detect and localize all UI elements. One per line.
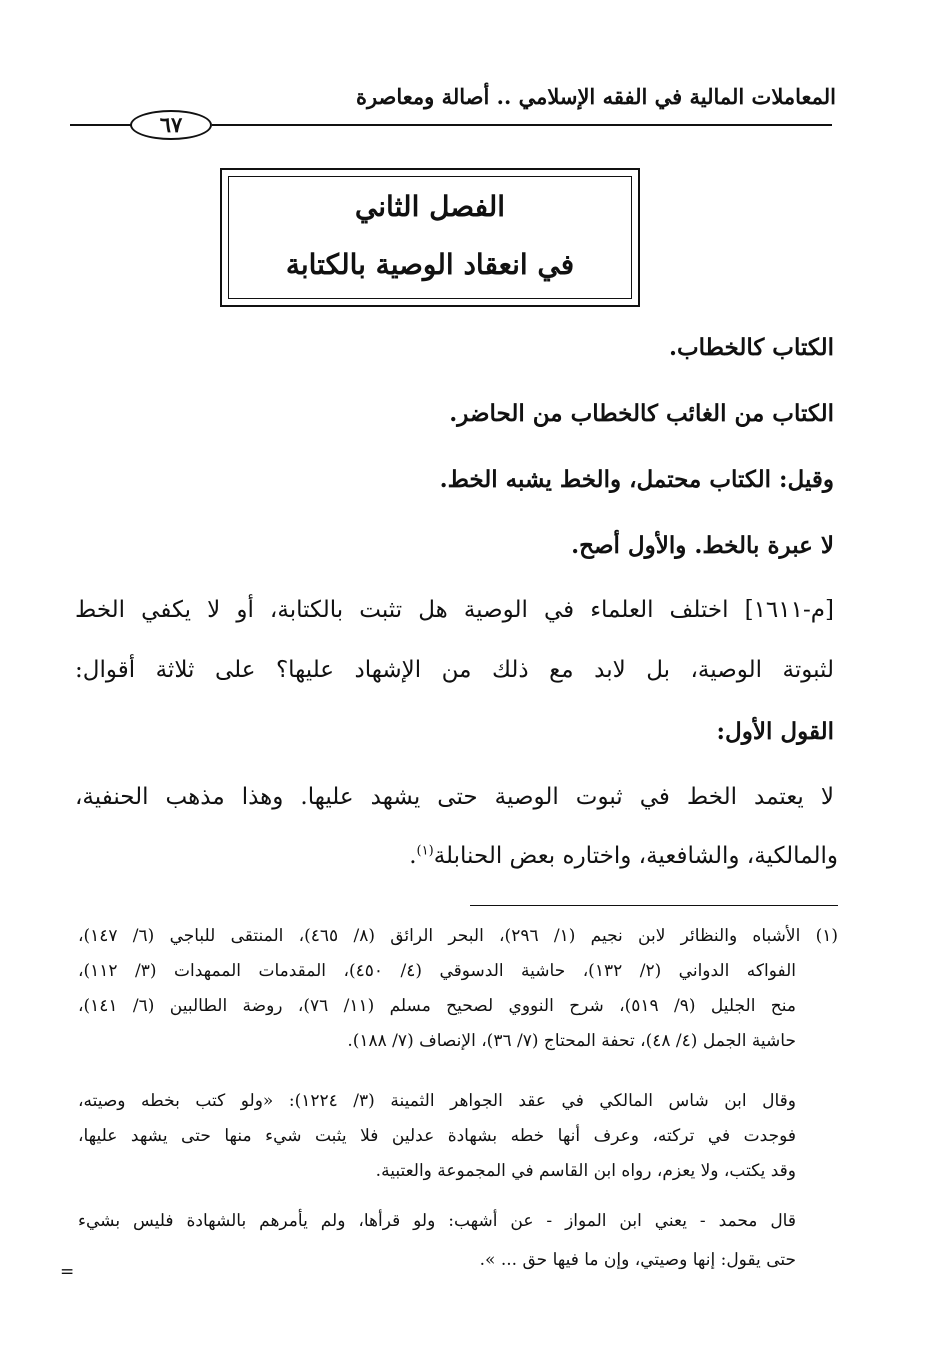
body-line-5: [م-١٦١١] اختلف العلماء في الوصية هل تثبت بالكتابة، أو لا يكفي الخط bbox=[75, 597, 834, 623]
chapter-title: الفصل الثاني bbox=[354, 190, 506, 223]
body-line-1: الكتاب كالخطاب. bbox=[668, 334, 834, 361]
footnote-line-2: الفواكه الدواني (٢/ ١٣٢)، حاشية الدسوقي (٤/ ٤٥٠)، المقدمات الممهدات (٣/ ١١٢)، bbox=[78, 961, 797, 981]
footnote-reference: (١) bbox=[416, 843, 434, 859]
footnote-separator bbox=[470, 905, 838, 906]
body-line-9-text: والمالكية، والشافعية، واختاره بعض الحنابلة bbox=[433, 843, 838, 869]
body-line-3: وقيل: الكتاب محتمل، والخط يشبه الخط. bbox=[439, 466, 834, 493]
footnote-line-4: حاشية الجمل (٤/ ٤٨)، تحفة المحتاج (٧/ ٣٦)، الإنصاف (٧/ ١٨٨). bbox=[347, 1031, 796, 1051]
footnote-line-6: فوجدت في تركته، وعرف أنها خطه بشهادة عدلين فلا يثبت شيء منها حتى يشهد عليها، bbox=[78, 1126, 796, 1146]
footnote-line-1: (١) الأشباه والنظائر لابن نجيم (١/ ٢٩٦)، البحر الرائق (٨/ ٤٦٥)، المنتقى للباجي (٦/ ١٤٧)، bbox=[78, 926, 838, 946]
body-line-6: لثبوتة الوصية، بل لابد مع ذلك من الإشهاد عليها؟ على ثلاثة أقوال: bbox=[75, 657, 834, 683]
footnote-line-5: وقال ابن شاس المالكي في عقد الجواهر الثمينة (٣/ ١٢٢٤): «ولو كتب بخطه وصيته، bbox=[78, 1091, 797, 1111]
body-line-2: الكتاب من الغائب كالخطاب من الحاضر. bbox=[449, 400, 834, 427]
header-rule-right bbox=[212, 124, 832, 126]
header-rule-left bbox=[70, 124, 132, 126]
chapter-title-box bbox=[220, 168, 640, 307]
footnote-line-9: حتى يقول: إنها وصيتي، وإن ما فيها حق ... ». bbox=[479, 1250, 796, 1270]
footnote-continuation-mark: = bbox=[60, 1262, 75, 1282]
page-number: ٦٧ bbox=[130, 110, 212, 140]
footnote-line-8: قال محمد - يعني ابن المواز - عن أشهب: ولو قرأها، ولم يأمرهم بالشهادة فليس بشيء bbox=[78, 1211, 796, 1231]
footnote-line-7: وقد يكتب، ولا يعزم، رواه ابن القاسم في المجموعة والعتبية. bbox=[375, 1161, 796, 1181]
body-line-8: لا يعتمد الخط في ثبوت الوصية حتى يشهد عليها. وهذا مذهب الحنفية، bbox=[75, 784, 834, 810]
running-header: المعاملات المالية في الفقه الإسلامي .. أصالة ومعاصرة bbox=[355, 84, 836, 109]
section-heading-first-opinion: القول الأول: bbox=[716, 718, 834, 745]
footnote-line-3: منح الجليل (٩/ ٥١٩)، شرح النووي لصحيح مسلم (١١/ ٧٦)، روضة الطالبين (٦/ ١٤١)، bbox=[78, 996, 796, 1016]
body-line-9-end: . bbox=[409, 843, 417, 869]
chapter-subtitle: في انعقاد الوصية بالكتابة bbox=[285, 248, 575, 281]
body-line-4: لا عبرة بالخط. والأول أصح. bbox=[571, 532, 834, 559]
body-line-9 bbox=[409, 843, 838, 869]
